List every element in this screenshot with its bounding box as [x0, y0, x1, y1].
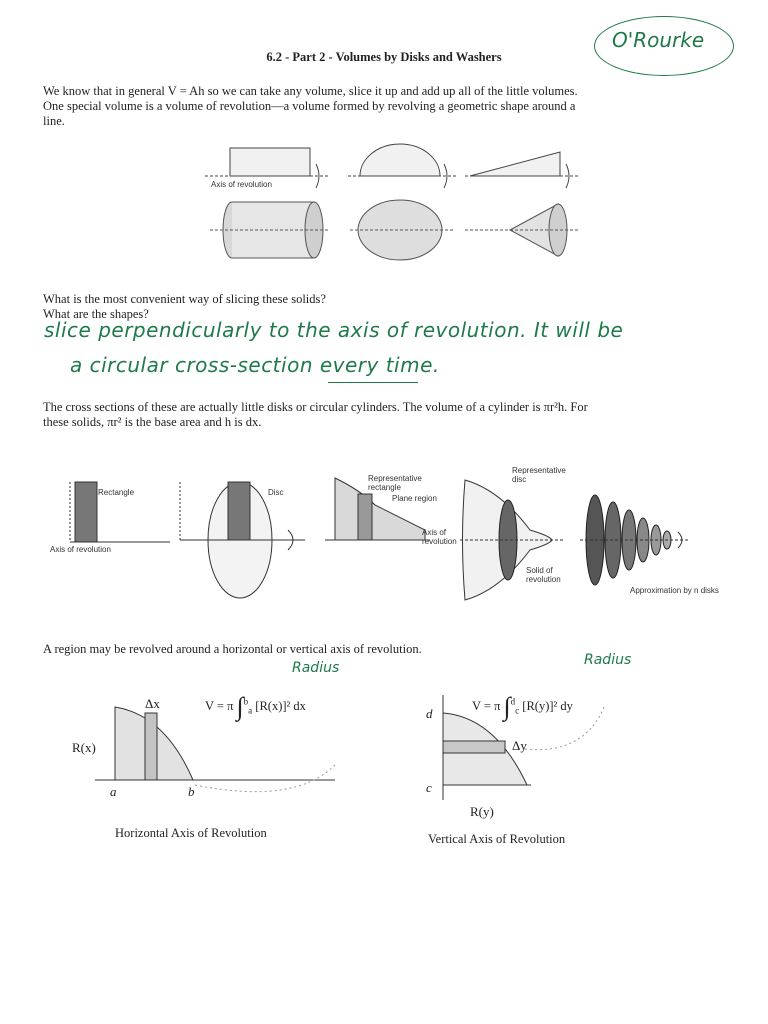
horizontal-axis-caption: Horizontal Axis of Revolution	[115, 826, 267, 840]
right-lower-limit: c	[515, 705, 520, 716]
delta-x-strip	[145, 713, 157, 780]
semicircle-shape	[360, 144, 440, 176]
intro-line-2: One special volume is a volume of revolution—a volume formed by revolving a geometric shape around a	[43, 99, 576, 113]
rectangle-strip	[75, 482, 97, 542]
left-integrand: [R(x)]² dx	[255, 698, 306, 713]
delta-x-label: Δx	[145, 696, 160, 711]
axis-of-revolution-label-2: Axis of revolution	[50, 545, 111, 554]
solid-of-revolution-label: Solid of revolution	[526, 566, 561, 584]
right-integrand: [R(y)]² dy	[522, 698, 573, 713]
rectangle-label: Rectangle	[98, 488, 135, 497]
question-2: What are the shapes?	[43, 307, 149, 321]
triangle-shape	[470, 152, 560, 176]
figure-shapes-solids	[200, 140, 590, 265]
question-1: What is the most convenient way of slicing these solids?	[43, 292, 326, 306]
approximation-label: Approximation by n disks	[630, 586, 719, 595]
right-formula-v: V = π	[472, 698, 501, 713]
left-integral-sign: ∫	[236, 692, 244, 721]
plane-region-label: Plane region	[392, 494, 437, 503]
handwritten-answer-line-1: slice perpendicularly to the axis of revolution. It will be	[44, 318, 624, 342]
radius-label-right: R(y)	[470, 804, 494, 819]
right-radius-note: Radius	[584, 652, 632, 668]
revolution-intro: A region may be revolved around a horizontal or vertical axis of revolution.	[43, 642, 422, 656]
handwritten-name: O'Rourke	[612, 28, 705, 52]
c-label: c	[426, 780, 432, 795]
rectangle-shape	[230, 148, 310, 176]
axis-of-revolution-label-3: Axis of revolution	[422, 528, 457, 546]
stacked-disk-3	[622, 510, 636, 570]
delta-y-label: Δy	[512, 738, 527, 753]
page-title: 6.2 - Part 2 - Volumes by Disks and Washers	[266, 50, 502, 64]
right-integral-sign: ∫	[503, 692, 511, 721]
intro-line-1: We know that in general V = Ah so we can take any volume, slice it up and add up all of the little volumes.	[43, 84, 578, 98]
disc-label: Disc	[268, 488, 284, 497]
answer-underline	[328, 382, 418, 383]
delta-y-strip	[443, 741, 505, 753]
representative-rectangle-label: Representative rectangle	[368, 474, 422, 492]
handwritten-answer-line-2: a circular cross-section every time.	[70, 353, 440, 377]
vertical-axis-caption: Vertical Axis of Revolution	[428, 832, 566, 846]
left-lower-limit: a	[248, 705, 253, 716]
cross-sections-line-1: The cross sections of these are actually little disks or circular cylinders. The volume of a cylinder is πr²h. For	[43, 400, 588, 414]
right-formula	[472, 692, 573, 722]
axis-of-revolution-label: Axis of revolution	[211, 180, 272, 189]
cross-sections-line-2: these solids, πr² is the base area and h is dx.	[43, 415, 262, 429]
representative-disc-label: Representative disc	[512, 466, 566, 484]
left-radius-note: Radius	[292, 660, 340, 676]
radius-label-left: R(x)	[72, 740, 96, 755]
left-formula-v: V = π	[205, 698, 234, 713]
left-formula	[205, 692, 306, 722]
b-label: b	[188, 784, 195, 799]
d-label: d	[426, 706, 433, 721]
intro-line-3: line.	[43, 114, 65, 128]
left-upper-limit: b	[243, 696, 249, 707]
right-upper-limit: d	[510, 696, 516, 707]
a-label: a	[110, 784, 117, 799]
